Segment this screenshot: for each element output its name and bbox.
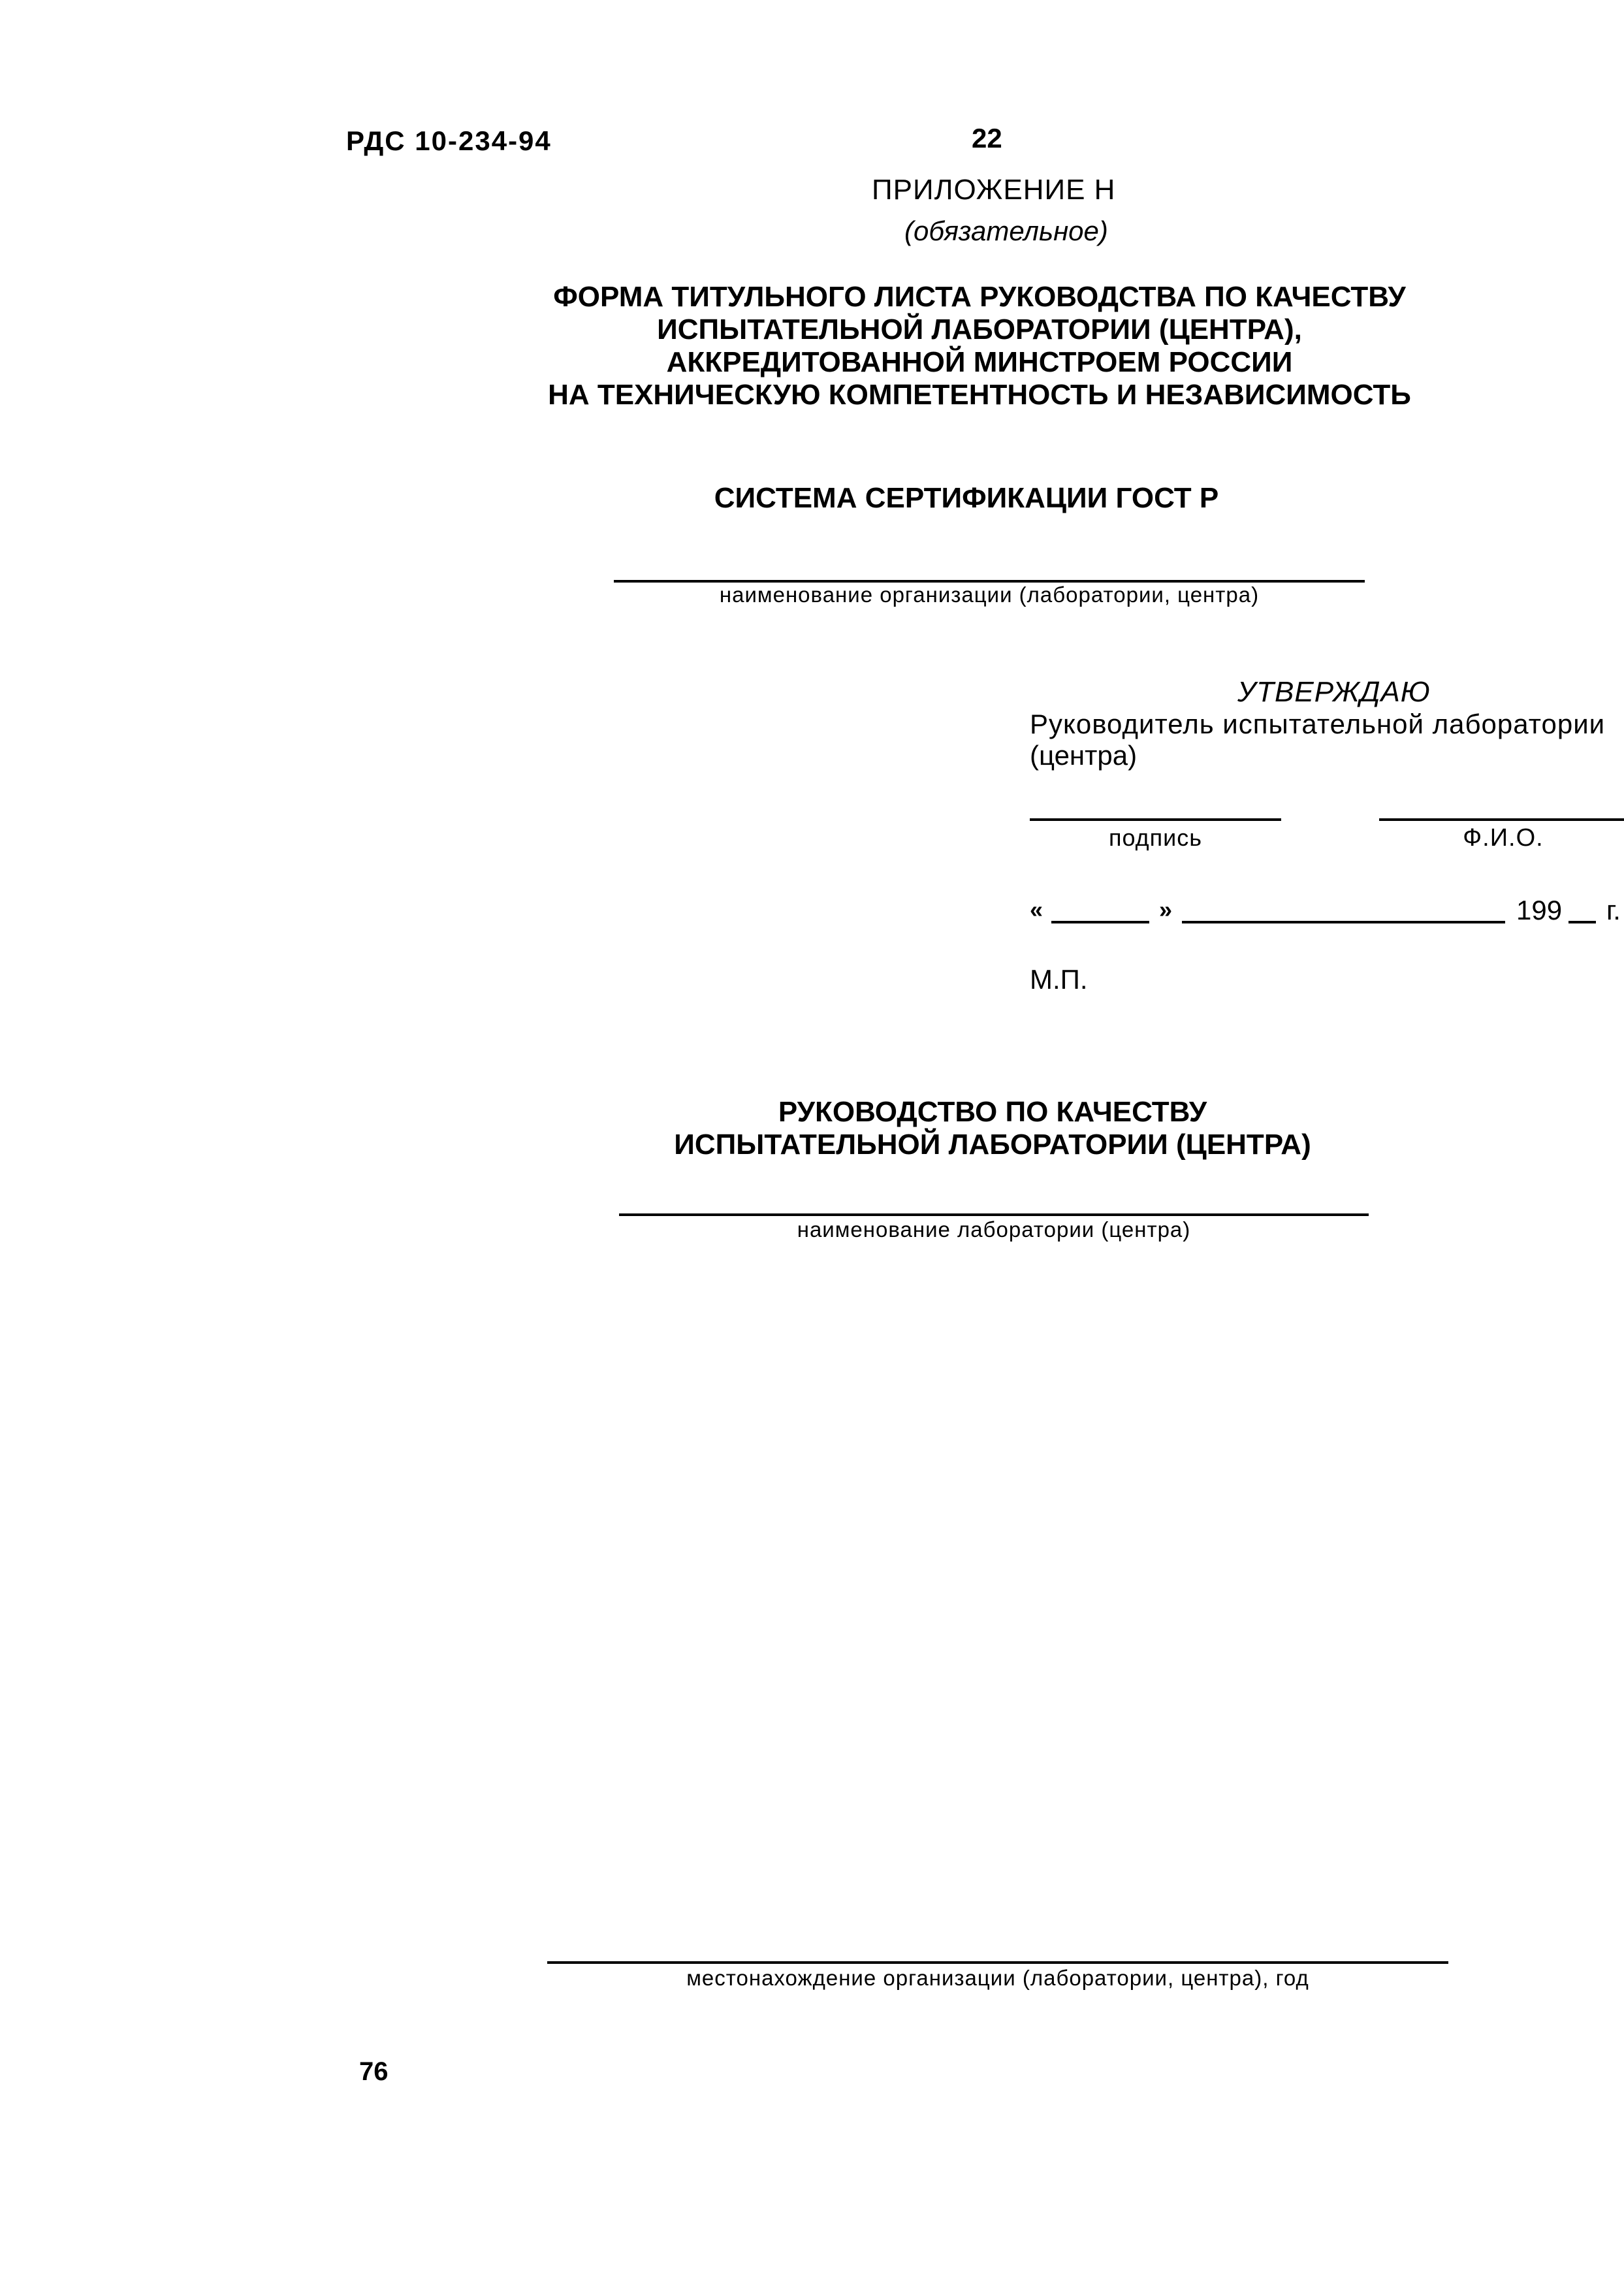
location-caption: местонахождение организации (лаборатории, центра), год <box>686 1966 1309 1990</box>
signature-line <box>1030 818 1281 821</box>
form-title-line-3: АККРЕДИТОВАННОЙ МИНСТРОЕМ РОССИИ <box>666 346 1293 378</box>
manual-title <box>601 1096 1384 1161</box>
name-caption: Ф.И.О. <box>1463 824 1544 852</box>
date-year-line <box>1568 921 1596 923</box>
manual-title-line-1: РУКОВОДСТВО ПО КАЧЕСТВУ <box>778 1096 1207 1128</box>
form-title-line-1: ФОРМА ТИТУЛЬНОГО ЛИСТА РУКОВОДСТВА ПО КАЧЕСТВУ <box>553 281 1406 313</box>
date-month-line <box>1182 921 1505 923</box>
lab-name-line <box>619 1213 1369 1216</box>
date-quote-open: « <box>1030 896 1043 923</box>
stamp-place: М.П. <box>1030 964 1088 995</box>
location-line <box>547 1961 1448 1964</box>
appendix-note: (обязательное) <box>904 216 1108 246</box>
date-year-suffix: г. <box>1606 895 1621 925</box>
page-number-top: 22 <box>972 123 1002 153</box>
org-name-caption: наименование организации (лаборатории, центра) <box>719 583 1260 607</box>
manual-title-line-2: ИСПЫТАТЕЛЬНОЙ ЛАБОРАТОРИИ (ЦЕНТРА) <box>674 1129 1311 1161</box>
document-code: РДС 10-234-94 <box>346 125 552 156</box>
date-year-prefix: 199 <box>1516 895 1563 925</box>
date-quote-close: » <box>1159 896 1173 923</box>
lab-name-caption: наименование лаборатории (центра) <box>797 1217 1191 1242</box>
form-title-line-2: ИСПЫТАТЕЛЬНОЙ ЛАБОРАТОРИИ (ЦЕНТРА), <box>657 313 1302 345</box>
certification-system: СИСТЕМА СЕРТИФИКАЦИИ ГОСТ Р <box>714 482 1219 514</box>
name-line <box>1379 818 1624 821</box>
approver-title-line-1: Руководитель испытательной лаборатории <box>1030 709 1606 739</box>
form-title-line-4: НА ТЕХНИЧЕСКУЮ КОМПЕТЕНТНОСТЬ И НЕЗАВИСИМОСТЬ <box>548 379 1411 411</box>
signature-caption: подпись <box>1108 824 1203 851</box>
date-day-line <box>1051 921 1149 923</box>
approve-label: УТВЕРЖДАЮ <box>1237 676 1431 708</box>
appendix-title: ПРИЛОЖЕНИЕ Н <box>872 174 1116 206</box>
page-number-bottom: 76 <box>359 2057 389 2086</box>
approver-title-line-2: (центра) <box>1030 740 1138 771</box>
form-title <box>509 281 1450 411</box>
